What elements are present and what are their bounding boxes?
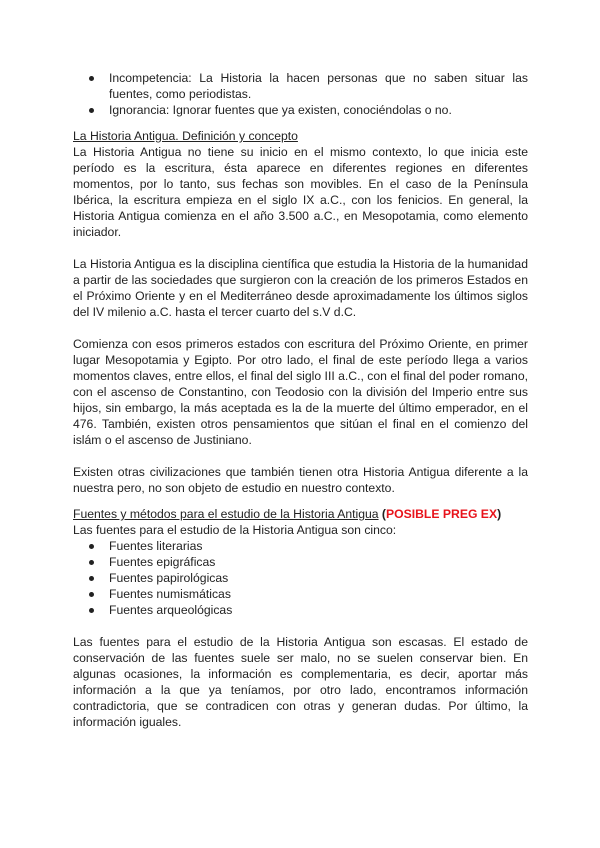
section-heading-line (73, 506, 528, 522)
list-item: Ignorancia: Ignorar fuentes que ya existen, conociéndolas o no. (73, 102, 528, 118)
section-heading-definition: La Historia Antigua. Definición y concepto (73, 129, 298, 143)
section-heading-sources: Fuentes y métodos para el estudio de la Historia Antigua (73, 507, 379, 521)
list-item: Incompetencia: La Historia la hacen personas que no saben situar las fuentes, como periodistas. (73, 70, 528, 102)
exam-tag: POSIBLE PREG EX (386, 507, 498, 521)
list-item: Fuentes papirológicas (73, 570, 528, 586)
paragraph: Las fuentes para el estudio de la Historia Antigua son escasas. El estado de conservación de las fuentes suele ser malo, no se suelen conservar bien. En algunas ocasiones, la información es complementaria, es decir, aportar más información a la que ya teníamos, por otro lado, encontramos información contradictoria, que se contradicen con otras y generan dudas. Por último, la información iguales. (73, 635, 528, 729)
list-item: Fuentes literarias (73, 538, 528, 554)
paragraph: Existen otras civilizaciones que también tienen otra Historia Antigua diferente a la nuestra pero, no son objeto de estudio en nuestro contexto. (73, 465, 528, 495)
paragraph: Las fuentes para el estudio de la Historia Antigua son cinco: (73, 523, 397, 537)
document-page (73, 70, 528, 730)
paragraph: La Historia Antigua no tiene su inicio en el mismo contexto, lo que inicia este período es la escritura, ésta aparece en diferentes regiones en diferentes momentos, por lo tanto, sus fechas son movibles. En el caso de la Península Ibérica, la escritura empieza en el siglo IX a.C., con los fenicios. En general, la Historia Antigua comienza en el año 3.500 a.C., en Mesopotamia, como elemento iniciador. (73, 145, 528, 239)
list-item: Fuentes numismáticas (73, 586, 528, 602)
intro-bullet-list (73, 70, 528, 118)
sources-bullet-list (73, 538, 528, 618)
list-item: Fuentes epigráficas (73, 554, 528, 570)
heading-paren-open: ( (378, 507, 386, 521)
heading-paren-close: ) (497, 507, 502, 521)
list-item: Fuentes arqueológicas (73, 602, 528, 618)
paragraph: Comienza con esos primeros estados con escritura del Próximo Oriente, en primer lugar Mesopotamia y Egipto. Por otro lado, el final de este período llega a varios momentos claves, entre ellos, el final del siglo III a.C., con el final del poder romano, con el ascenso de Constantino, con Teodosio con la división del Imperio entre sus hijos, sin embargo, la más aceptada es la de la muerte del último emperador, en el 476. También, existen otros pensamientos que sitúan el final en el comienzo del islám o el ascenso de Justiniano. (73, 337, 528, 447)
paragraph: La Historia Antigua es la disciplina científica que estudia la Historia de la humanidad a partir de las sociedades que surgieron con la creación de los primeros Estados en el Próximo Oriente y en el Mediterráneo desde aproximadamente los últimos siglos del IV milenio a.C. hasta el tercer cuarto del s.V d.C. (73, 257, 528, 319)
